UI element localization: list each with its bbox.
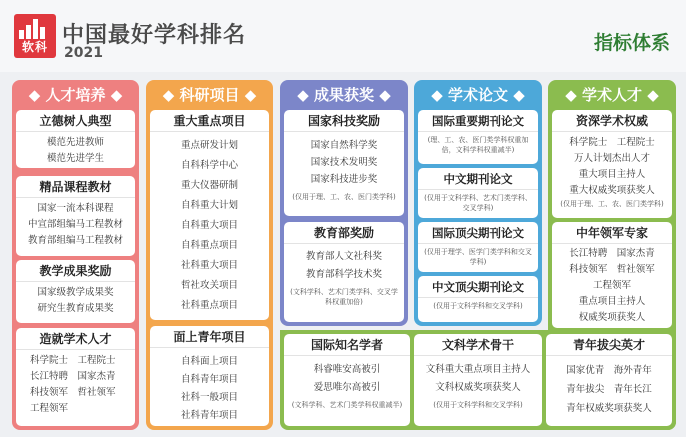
box-title: 立德树人典型 — [16, 110, 135, 132]
column-head: ◆ 学术人才 ◆ — [565, 86, 659, 104]
column-head: ◆ 成果获奖 ◆ — [297, 86, 391, 104]
index-box — [418, 110, 538, 164]
index-box — [418, 168, 538, 218]
column-head: ◆ 科研项目 ◆ — [162, 86, 257, 104]
item: 自科重大项目 — [180, 220, 238, 231]
box-title: 面上青年项目 — [150, 326, 269, 348]
box-title: 青年拔尖英才 — [546, 334, 672, 356]
box-title: 中文顶尖期刊论文 — [418, 276, 538, 298]
note: (仅用于文科学科和交叉学科) — [433, 401, 523, 409]
box-title: 教育部奖励 — [284, 222, 404, 244]
note: (仅用于理学、医学门类学科和交叉学科) — [424, 248, 532, 266]
item: 自科重大计划 — [180, 200, 238, 211]
item: 青年权威奖项获奖人 — [566, 403, 652, 414]
item: 文科重大重点项目主持人 — [425, 364, 531, 375]
logo-bars-icon — [19, 19, 51, 39]
item: 科技领军 哲社领军 — [569, 264, 655, 275]
item: 模范先进教师 — [46, 137, 104, 148]
index-box — [16, 260, 135, 323]
item: 重大权威奖项获奖人 — [569, 185, 655, 196]
item: 自科科学中心 — [180, 160, 238, 171]
item: 工程领军 — [30, 403, 69, 414]
item: 科技领军 哲社领军 — [30, 387, 116, 398]
box-title: 中年领军专家 — [552, 222, 672, 244]
index-box — [16, 110, 135, 168]
item: 教育部组编马工程教材 — [27, 235, 123, 246]
index-box — [284, 334, 410, 426]
item: 万人计划杰出人才 — [573, 153, 650, 164]
item: 中宣部组编马工程教材 — [27, 219, 123, 230]
box-title: 造就学术人才 — [16, 328, 135, 350]
item: 国家科技进步奖 — [310, 174, 378, 185]
note: (理、工、农、医门类学科权重加倍，文科学科权重减半) — [427, 136, 529, 154]
item: 教育部人文社科奖 — [305, 251, 382, 262]
item: 长江特聘 国家杰青 — [30, 371, 116, 382]
item: 科睿唯安高被引 — [313, 364, 381, 375]
item: 重大仪器研制 — [180, 180, 238, 191]
item: 国家技术发明奖 — [310, 157, 378, 168]
index-box — [284, 222, 404, 322]
item: 国家级教学成果奖 — [37, 287, 114, 298]
box-title: 精品课程教材 — [16, 176, 135, 198]
item: 文科权威奖项获奖人 — [435, 382, 521, 393]
item: 重点项目主持人 — [578, 296, 646, 307]
note: (仅用于文科学科、艺术门类学科、交叉学科) — [424, 194, 532, 212]
item: 国家自然科学奖 — [310, 140, 378, 151]
logo — [14, 14, 56, 58]
item: 社科青年项目 — [180, 410, 238, 421]
column-awards — [280, 80, 408, 326]
item: 模范先进学生 — [46, 153, 104, 164]
right-title: 指标体系 — [593, 32, 670, 54]
box-title: 国际知名学者 — [284, 334, 410, 356]
note: (仅用于理、工、农、医门类学科) — [292, 193, 396, 201]
item: 社科重大项目 — [180, 260, 238, 271]
item: 重点研发计划 — [180, 140, 238, 151]
item: 研究生教育成果奖 — [37, 303, 114, 314]
column-papers — [414, 80, 542, 326]
column-research-projects — [146, 80, 273, 430]
item: 教育部科学技术奖 — [305, 269, 382, 280]
index-box — [546, 334, 672, 426]
item: 爱思唯尔高被引 — [313, 382, 381, 393]
logo-text: 软科 — [21, 40, 48, 54]
box-title: 国际顶尖期刊论文 — [418, 222, 538, 244]
item: 社科重点项目 — [180, 300, 238, 311]
page-title: 中国最好学科排名 — [62, 23, 247, 48]
index-box — [16, 176, 135, 256]
box-title: 国家科技奖励 — [284, 110, 404, 132]
note: (文科学科、艺术门类学科、交叉学科权重加倍) — [290, 288, 398, 306]
index-box — [414, 334, 542, 426]
column-talent-training — [12, 80, 139, 430]
box-title: 重大重点项目 — [150, 110, 269, 132]
index-box — [150, 110, 269, 320]
item: 哲社攻关项目 — [180, 280, 238, 291]
index-box — [284, 110, 404, 216]
item: 国家一流本科课程 — [37, 203, 114, 214]
box-title: 资深学术权威 — [552, 110, 672, 132]
box-title: 教学成果奖励 — [16, 260, 135, 282]
box-title: 国际重要期刊论文 — [418, 110, 538, 132]
item: 社科一般项目 — [180, 392, 238, 403]
index-box — [16, 328, 135, 426]
box-title: 文科学术骨干 — [414, 334, 542, 356]
item: 长江特聘 国家杰青 — [569, 248, 655, 259]
column-head: ◆ 学术论文 ◆ — [431, 86, 525, 104]
header — [0, 0, 686, 72]
note: (文科学科、艺术门类学科权重减半) — [291, 401, 403, 409]
item: 科学院士 工程院士 — [569, 137, 655, 148]
item: 自科青年项目 — [180, 374, 238, 385]
box-title: 中文期刊论文 — [418, 168, 538, 190]
item: 青年拔尖 青年长江 — [566, 384, 652, 395]
index-box — [552, 110, 672, 218]
index-box — [418, 222, 538, 272]
index-box — [150, 326, 269, 426]
item: 自科面上项目 — [180, 356, 238, 367]
year-label: 2021 — [64, 45, 103, 61]
note: (仅用于文科学科和交叉学科) — [433, 302, 523, 310]
item: 国家优青 海外青年 — [566, 365, 652, 376]
item: 自科重点项目 — [180, 240, 238, 251]
item: 科学院士 工程院士 — [30, 355, 116, 366]
index-box — [552, 222, 672, 328]
index-box — [418, 276, 538, 322]
column-head: ◆ 人才培养 ◆ — [28, 86, 123, 104]
item: 工程领军 — [592, 280, 631, 291]
item: 重大项目主持人 — [578, 169, 646, 180]
item: 权威奖项获奖人 — [578, 312, 646, 323]
note: (仅用于理、工、农、医门类学科) — [560, 200, 664, 208]
